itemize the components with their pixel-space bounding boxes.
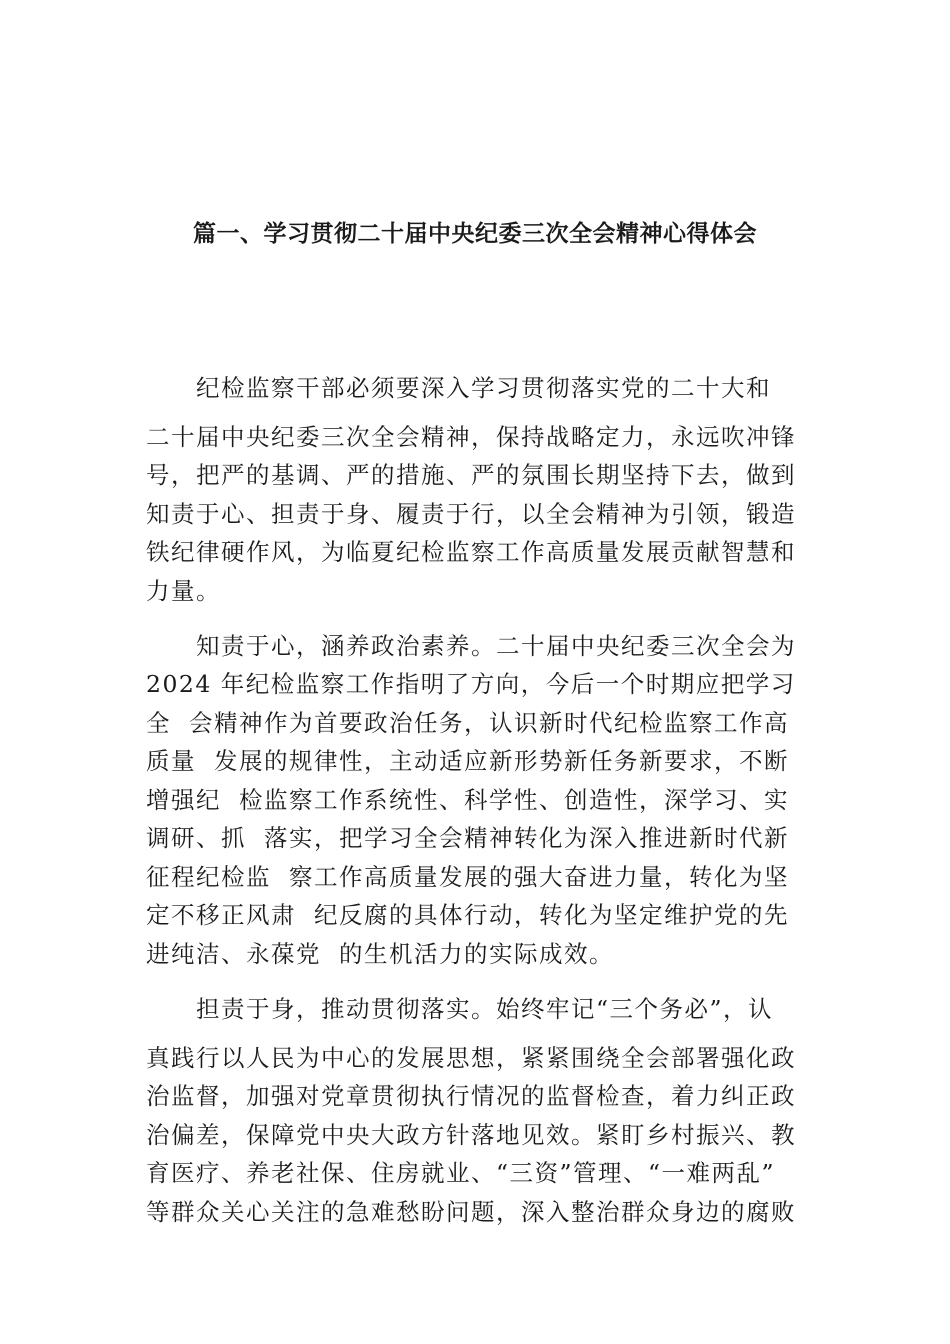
paragraph-3-line-5: 育医疗、养老社保、住房就业、“三资”管理、“一难两乱”	[146, 1159, 776, 1187]
paragraph-2-line-5: 增强纪 检监察工作系统性、科学性、创造性，深学习、实	[146, 786, 789, 814]
paragraph-3-line-6: 等群众关心关注的急难愁盼问题，深入整治群众身边的腐败	[146, 1198, 796, 1226]
paragraph-1-line-2: 二十届中央纪委三次全会精神，保持战略定力，永远吹冲锋	[146, 423, 796, 451]
paragraph-2-line-9: 进纯洁、永葆党 的生机活力的实际成效。	[146, 940, 614, 968]
paragraph-2-line-2: 2024 年纪检监察工作指明了方向，今后一个时期应把学习	[146, 670, 796, 698]
document-title: 篇一、学习贯彻二十届中央纪委三次全会精神心得体会	[193, 221, 757, 247]
paragraph-2-line-1: 知责于心，涵养政治素养。二十届中央纪委三次全会为	[196, 632, 796, 660]
paragraph-2-line-8: 定不移正风肃 纪反腐的具体行动，转化为坚定维护党的先	[146, 901, 789, 929]
paragraph-2-line-6: 调研、抓 落实，把学习全会精神转化为深入推进新时代新	[146, 824, 789, 852]
paragraph-1-line-4: 知责于心、担责于身、履责于行，以全会精神为引领，锻造	[146, 500, 796, 528]
paragraph-2-line-4: 质量 发展的规律性，主动适应新形势新任务新要求，不断	[146, 747, 789, 775]
paragraph-1-line-1: 纪检监察干部必须要深入学习贯彻落实党的二十大和	[196, 374, 771, 402]
paragraph-2-line-3: 全 会精神作为首要政治任务，认识新时代纪检监察工作高	[146, 709, 789, 737]
paragraph-3-line-4: 治偏差，保障党中央大政方针落地见效。紧盯乡村振兴、教	[146, 1121, 796, 1149]
paragraph-1-line-6: 力量。	[146, 577, 221, 605]
paragraph-3-line-2: 真践行以人民为中心的发展思想，紧紧围绕全会部署强化政	[146, 1044, 796, 1072]
paragraph-3-line-3: 治监督，加强对党章贯彻执行情况的监督检查，着力纠正政	[146, 1082, 796, 1110]
paragraph-1-line-3: 号，把严的基调、严的措施、严的氛围长期坚持下去，做到	[146, 461, 796, 489]
paragraph-1-line-5: 铁纪律硬作风，为临夏纪检监察工作高质量发展贡献智慧和	[146, 538, 796, 566]
paragraph-3-line-1: 担责于身，推动贯彻落实。始终牢记“三个务必”，认	[196, 995, 774, 1023]
paragraph-2-line-7: 征程纪检监 察工作高质量发展的强大奋进力量，转化为坚	[146, 863, 789, 891]
